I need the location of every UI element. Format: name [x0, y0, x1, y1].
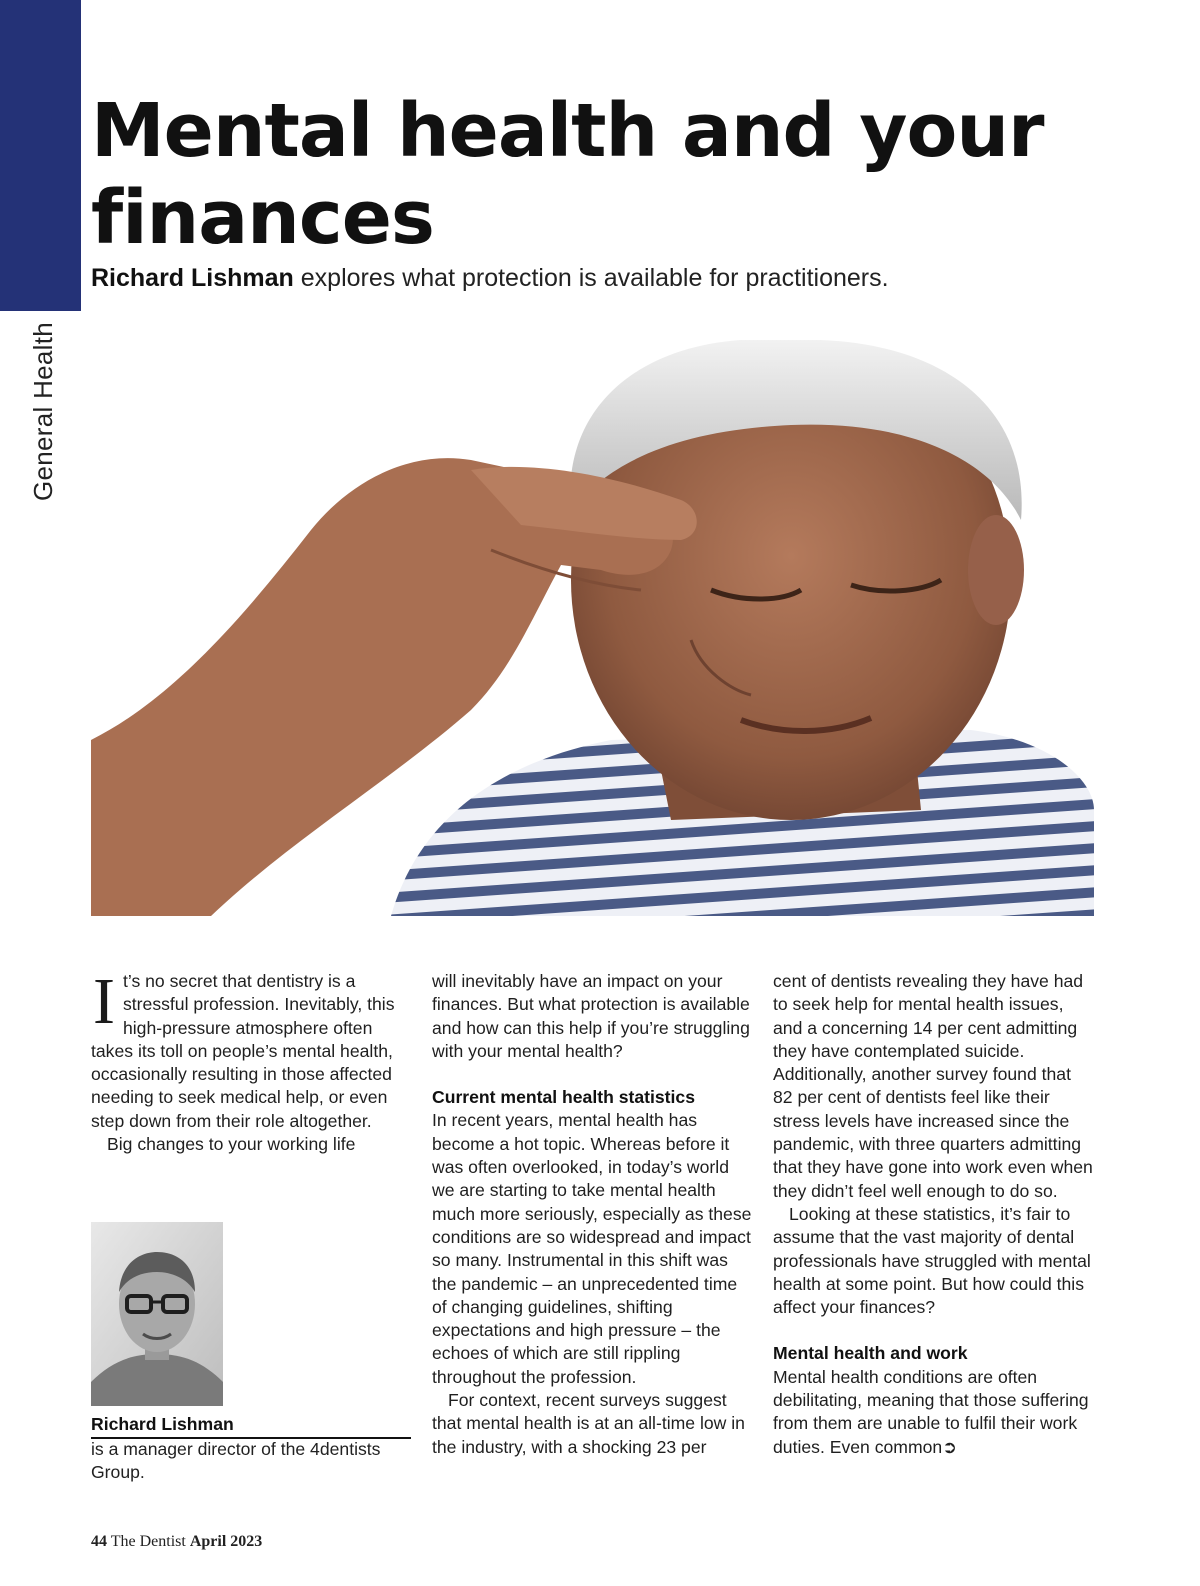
standfirst	[91, 262, 1091, 294]
article-paragraph: In recent years, mental health has become a hot topic. Whereas before it was often overlooked, in today’s world we are starting to take mental health much more seriously, especially as these conditions are so widespread and impact so many. Instrumental in this shift was the pandemic – an unprecedented time of changing guidelines, shifting expectations and high pressure – the echoes of which are still rippling throughout the profession.	[432, 1110, 752, 1387]
article-column-1	[91, 965, 411, 1156]
section-color-bar	[0, 0, 81, 311]
article-paragraph: will inevitably have an impact on your finances. But what protection is available and how can this help if you’re struggling with your mental health?	[432, 971, 750, 1061]
article-headline: Mental health and your finances	[91, 88, 1044, 261]
author-name: Richard Lishman	[91, 1412, 411, 1439]
paragraph-text: t’s no secret that dentistry is a stressful profession. Inevitably, this high-pressure atmosphere often takes its toll on people’s mental health, occasionally resulting in those affected needing to seek medical help, or even step down from their role altogether.	[91, 971, 395, 1131]
article-paragraph: cent of dentists revealing they have had to seek help for mental health issues, and a concerning 14 per cent admitting they have contemplated suicide. Additionally, another survey found that 82 per cent of dentists feel like their stress levels have increased since the pandemic, with three quarters admitting that they have gone into work even when they didn’t feel well enough to do so.	[773, 971, 1093, 1201]
section-heading: Current mental health statistics	[432, 1087, 695, 1108]
article-column-2	[432, 970, 754, 1459]
drop-cap: I	[93, 965, 115, 1038]
article-paragraph: For context, recent surveys suggest that mental health is at an all-time low in the industry, with a shocking 23 per	[432, 1390, 745, 1457]
author-photo	[91, 1222, 223, 1406]
section-heading: Mental health and work	[773, 1343, 968, 1364]
section-label	[22, 321, 66, 501]
section-label-text: General Health	[28, 321, 59, 501]
continue-arrow-icon: ➲	[942, 1436, 957, 1457]
issue-date: April 2023	[189, 1533, 263, 1550]
page-number: 44	[91, 1533, 107, 1550]
author-bio: is a manager director of the 4dentists Group.	[91, 1439, 381, 1483]
paragraph-text: Mental health conditions are often debilitating, meaning that those suffering from them are unable to fulfil their work duties. Even common	[773, 1366, 1089, 1457]
hero-image	[91, 340, 1094, 916]
article-paragraph: Big changes to your working life	[107, 1134, 356, 1155]
standfirst-text: explores what protection is available for practitioners.	[293, 264, 889, 292]
publication-name: The Dentist	[110, 1533, 186, 1550]
page-footer	[91, 1533, 262, 1551]
article-paragraph	[91, 965, 411, 1133]
article-column-3	[773, 970, 1095, 1459]
standfirst-author: Richard Lishman	[91, 264, 294, 292]
article-paragraph	[773, 1366, 1095, 1459]
article-paragraph: Looking at these statistics, it’s fair to assume that the vast majority of dental professionals have struggled with mental health at some point. But how could this affect your finances?	[773, 1203, 1091, 1318]
